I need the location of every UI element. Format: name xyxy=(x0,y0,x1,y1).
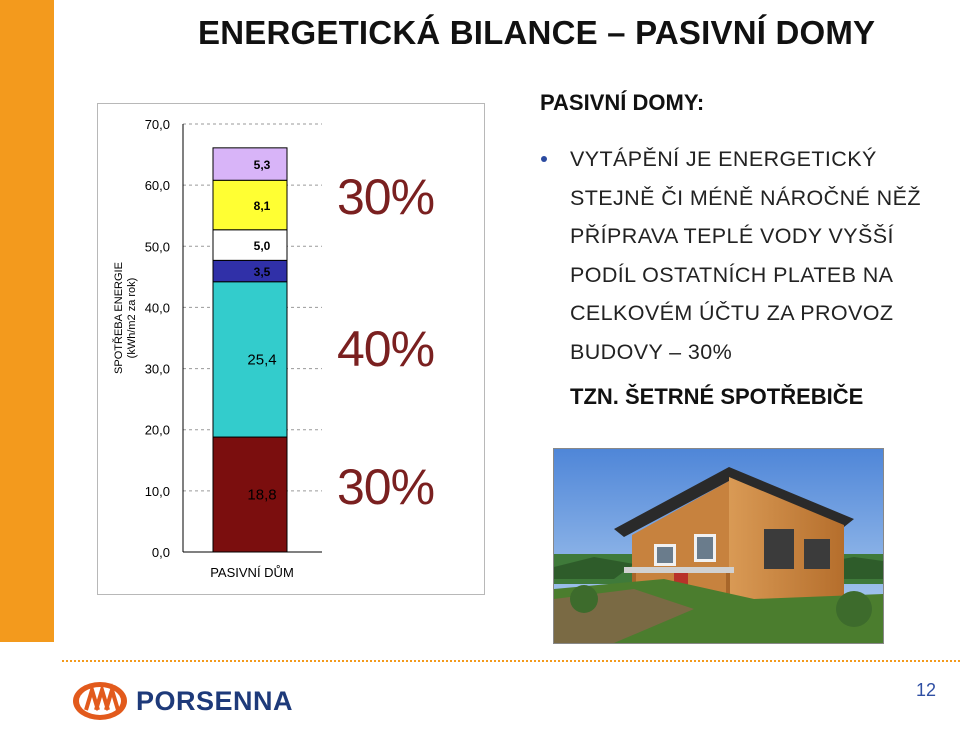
data-label: 3,5 xyxy=(253,265,271,280)
bar-segment xyxy=(213,230,287,261)
data-label: 18,8 xyxy=(247,486,277,504)
y-tick-label: 50,0 xyxy=(144,239,170,255)
y-tick-label: 40,0 xyxy=(144,300,170,316)
percent-bottom: 30% xyxy=(337,459,435,515)
bar-segment xyxy=(213,180,287,230)
page-number: 12 xyxy=(916,680,937,700)
data-label: 8,1 xyxy=(253,199,271,214)
data-label: 25,4 xyxy=(247,351,277,369)
percent-middle: 40% xyxy=(337,321,435,377)
conclusion-text: TZN. ŠETRNÉ SPOTŘEBIČE xyxy=(570,384,864,409)
x-category-label: PASIVNÍ DŮM xyxy=(210,565,294,580)
page-title: ENERGETICKÁ BILANCE – PASIVNÍ DOMY xyxy=(198,14,876,51)
bar-segment xyxy=(213,148,287,180)
y-axis-label-line1: SPOTŘEBA ENERGIE xyxy=(113,262,125,374)
y-tick-label: 10,0 xyxy=(144,483,170,499)
data-label: 5,3 xyxy=(253,158,271,173)
data-label: 5,0 xyxy=(253,239,271,254)
y-axis-label-line2: (kWh/m2 za rok) xyxy=(126,277,138,359)
logo-text: PORSENNA xyxy=(136,686,294,716)
y-tick-label: 30,0 xyxy=(144,361,170,377)
footer-divider xyxy=(62,660,960,662)
percent-top: 30% xyxy=(337,169,435,225)
y-tick-label: 0,0 xyxy=(151,545,170,560)
section-heading: PASIVNÍ DOMY: xyxy=(540,90,705,115)
bar-segment xyxy=(213,260,287,281)
passive-house-photo xyxy=(553,448,884,644)
y-tick-label: 20,0 xyxy=(144,422,170,438)
y-tick-label: 70,0 xyxy=(144,117,170,132)
bullet-icon xyxy=(541,156,547,162)
y-tick-label: 60,0 xyxy=(144,178,170,194)
bullet-text: VYTÁPĚNÍ JE ENERGETICKÝ STEJNĚ ČI MÉNĚ NÁROČNÉ NĚŽ PŘÍPRAVA TEPLÉ VODY VYŠŠÍ PODÍL OSTATNÍCH PLATEB NA CELKOVÉM ÚČTU ZA PROVOZ BUDOVY – 30% xyxy=(570,147,921,364)
